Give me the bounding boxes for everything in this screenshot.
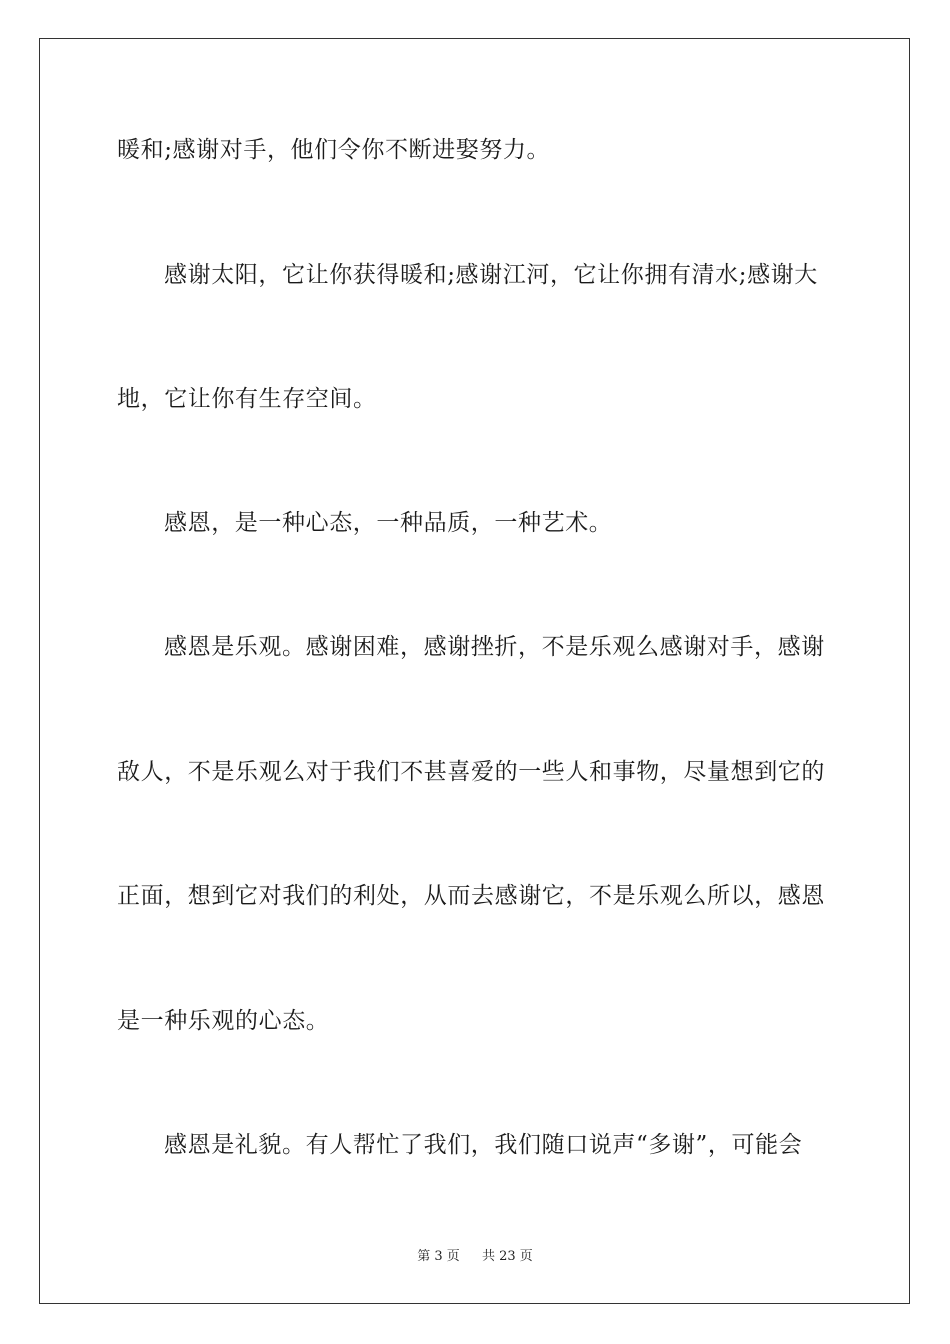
page-footer bbox=[0, 1248, 950, 1266]
text-line-1: 暖和;感谢对手，他们令你不断进娶努力。 bbox=[117, 137, 551, 163]
page-total: 共 23 页 bbox=[481, 1249, 533, 1264]
text-line-8: 是一种乐观的心态。 bbox=[117, 1008, 330, 1034]
page-number: 第 3 页 bbox=[417, 1249, 460, 1264]
text-line-3: 地，它让你有生存空间。 bbox=[117, 386, 377, 412]
text-line-6: 敌人，不是乐观么对于我们不甚喜爱的一些人和事物，尽量想到它的 bbox=[117, 759, 825, 785]
text-line-9: 感恩是礼貌。有人帮忙了我们，我们随口说声“多谢”，可能会 bbox=[164, 1132, 803, 1158]
text-line-4: 感恩，是一种心态，一种品质，一种艺术。 bbox=[164, 510, 613, 536]
page-border bbox=[39, 38, 910, 1304]
text-line-7: 正面，想到它对我们的利处，从而去感谢它，不是乐观么所以，感恩 bbox=[117, 883, 825, 909]
text-line-2: 感谢太阳，它让你获得暖和;感谢江河，它让你拥有清水;感谢大 bbox=[164, 262, 818, 288]
text-line-5: 感恩是乐观。感谢困难，感谢挫折，不是乐观么感谢对手，感谢 bbox=[164, 634, 825, 660]
